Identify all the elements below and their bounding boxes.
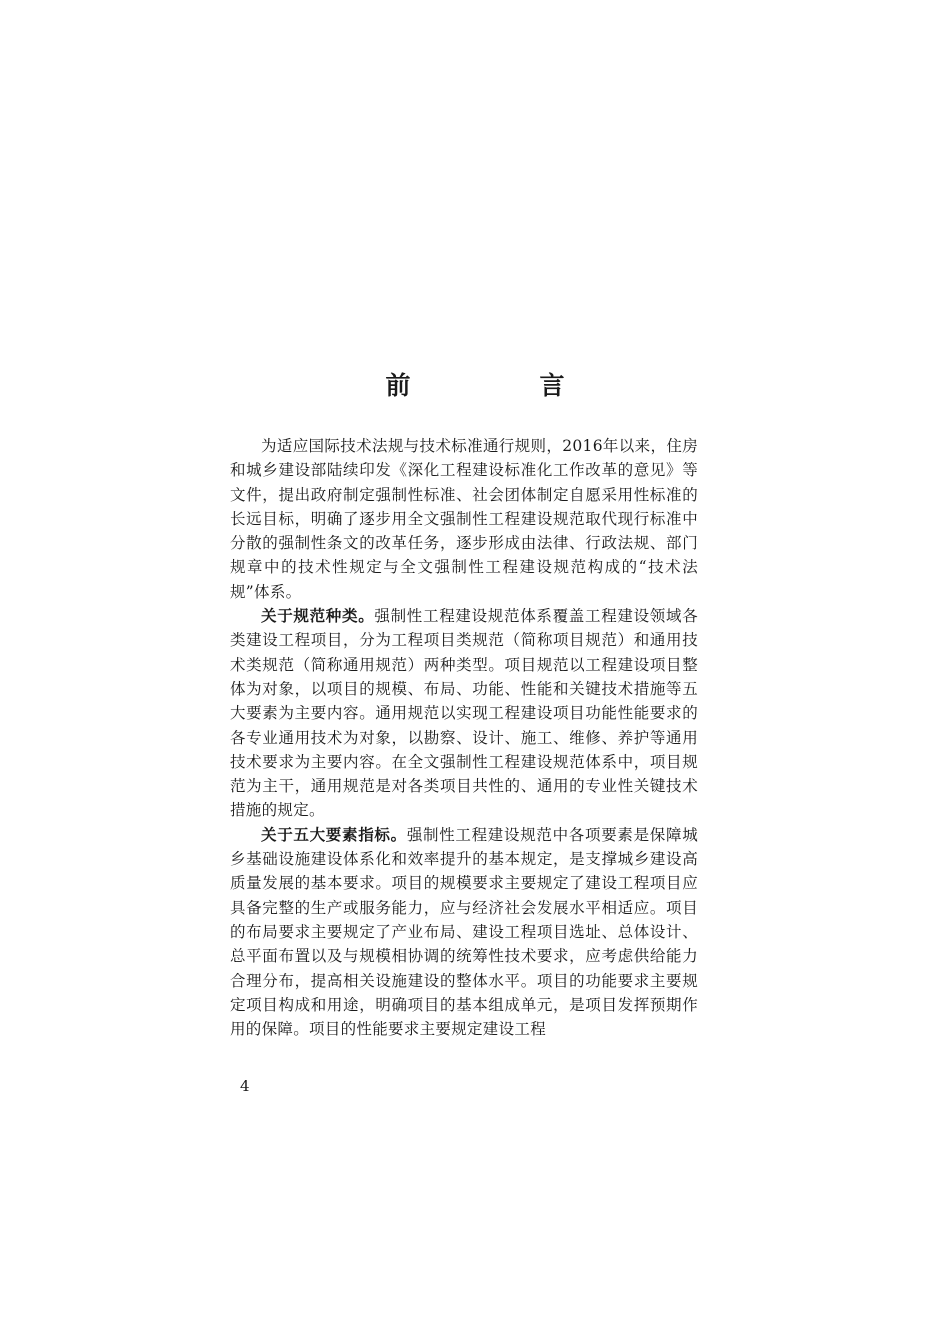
- paragraph-intro: [230, 434, 698, 604]
- page-title: 前 言: [385, 371, 617, 400]
- paragraph-spec-types: [230, 604, 698, 823]
- paragraph-text: 强制性工程建设规范体系覆盖工程建设领域各类建设工程项目，分为工程项目类规范（简称项目规范）和通用技术类规范（简称通用规范）两种类型。项目规范以工程建设项目整体为对象，以项目的规模、布局、功能、性能和关键技术措施等五大要素为主要内容。通用规范以实现工程建设项目功能性能要求的各专业通用技术为对象，以勘察、设计、施工、维修、养护等通用技术要求为主要内容。在全文强制性工程建设规范体系中，项目规范为主干，通用规范是对各类项目共性的、通用的专业性关键技术措施的规定。: [230, 607, 698, 820]
- paragraph-text: 为适应国际技术法规与技术标准通行规则，2016年以来，住房和城乡建设部陆续印发《深化工程建设标准化工作改革的意见》等文件，提出政府制定强制性标准、社会团体制定自愿采用性标准的长远目标，明确了逐步用全文强制性工程建设规范取代现行标准中分散的强制性条文的改革任务，逐步形成由法律、行政法规、部门规章中的技术性规定与全文强制性工程建设规范构成的“技术法规”体系。: [230, 437, 698, 601]
- paragraph-lead: 关于五大要素指标。: [261, 824, 407, 844]
- page-number: 4: [240, 1077, 250, 1095]
- paragraph-text: 强制性工程建设规范中各项要素是保障城乡基础设施建设体系化和效率提升的基本规定，是支撑城乡建设高质量发展的基本要求。项目的规模要求主要规定了建设工程项目应具备完整的生产或服务能力，应与经济社会发展水平相适应。项目的布局要求主要规定了产业布局、建设工程项目选址、总体设计、总平面布置以及与规模相协调的统筹性技术要求，应考虑供给能力合理分布，提高相关设施建设的整体水平。项目的功能要求主要规定项目构成和用途，明确项目的基本组成单元，是项目发挥预期作用的保障。项目的性能要求主要规定建设工程: [230, 825, 699, 1039]
- paragraph-five-elements: [230, 823, 698, 1042]
- body-text: [230, 434, 698, 1041]
- paragraph-lead: 关于规范种类。: [261, 606, 375, 626]
